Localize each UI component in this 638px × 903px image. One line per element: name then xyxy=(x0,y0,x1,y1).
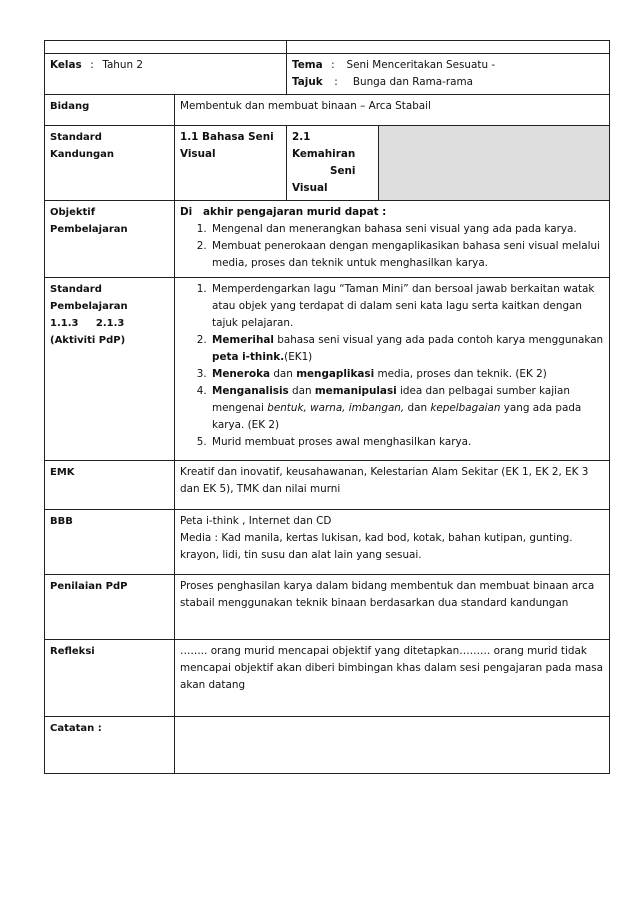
objektif-item: 1. Mengenal dan menerangkan bahasa seni visual yang ada pada karya. xyxy=(210,221,604,238)
tema-value: Seni Menceritakan Sesuatu - xyxy=(346,59,496,71)
refleksi-value: …….. orang murid mencapai objektif yang ditetapkan……… orang murid tidak mencapai objektif akan diberi bimbingan khas dalam sesi pengajaran pada masa akan datang xyxy=(175,640,610,717)
bbb-label: BBB xyxy=(45,510,175,575)
tema-separator: : xyxy=(331,59,335,71)
penilaian-value: Proses penghasilan karya dalam bidang membentuk dan membuat binaan arca stabail menggunakan teknik binaan berdasarkan dua standard kandungan xyxy=(175,575,610,640)
blank-cell-right xyxy=(287,41,610,54)
aktiviti-item-3 xyxy=(210,366,604,383)
kelas-separator: : xyxy=(90,59,94,71)
catatan-value xyxy=(175,717,610,774)
aktiviti-3-keyword-2: mengaplikasi xyxy=(296,368,375,380)
bidang-value: Membentuk dan membuat binaan – Arca Stabail xyxy=(175,95,610,126)
aktiviti-item-2 xyxy=(210,332,604,366)
penilaian-row xyxy=(45,575,610,640)
bidang-label: Bidang xyxy=(45,95,175,126)
bidang-row xyxy=(45,95,610,126)
refleksi-label: Refleksi xyxy=(45,640,175,717)
penilaian-label: Penilaian PdP xyxy=(45,575,175,640)
objektif-lead-di: Di xyxy=(180,206,193,218)
tajuk-separator: : xyxy=(334,76,338,88)
aktiviti-2-ek: (EK1) xyxy=(284,351,313,363)
aktiviti-3-keyword: Meneroka xyxy=(212,368,271,380)
objektif-row xyxy=(45,201,610,278)
aktiviti-2-keyword-2: peta i-think. xyxy=(212,351,285,363)
standard-kandungan-1: 1.1 Bahasa Seni Visual xyxy=(175,126,287,201)
bbb-content xyxy=(175,510,610,575)
aktiviti-4-italic-2: kepelbagaian xyxy=(430,402,501,414)
aktiviti-item-1: 1. Memperdengarkan lagu “Taman Mini” dan bersoal jawab berkaitan watak atau objek yang terdapat di dalam seni kata lagu serta kaitkan dengan tajuk pelajaran. xyxy=(210,281,604,332)
aktiviti-2-text: bahasa seni visual yang ada pada contoh karya menggunakan xyxy=(273,334,604,346)
sp-label-line-2: Pembelajaran xyxy=(50,301,128,312)
objektif-lead-rest: akhir pengajaran murid dapat : xyxy=(203,206,387,218)
blank-top-row xyxy=(45,41,610,54)
objektif-label-line-2: Pembelajaran xyxy=(50,224,128,235)
sp-label-line-1: Standard xyxy=(50,284,102,295)
standard-pembelajaran-row xyxy=(45,278,610,461)
aktiviti-4-italic: bentuk, warna, imbangan, xyxy=(267,402,405,414)
aktiviti-4-keyword-2: memanipulasi xyxy=(314,385,397,397)
refleksi-row xyxy=(45,640,610,717)
kelas-label: Kelas xyxy=(50,59,82,71)
sk2-line-2: Kemahiran xyxy=(292,148,356,160)
aktiviti-4-text-3: dan xyxy=(404,402,431,414)
bbb-row xyxy=(45,510,610,575)
standard-kandungan-row xyxy=(45,126,610,201)
bbb-line-1: Peta i-think , Internet dan CD xyxy=(180,515,332,527)
bbb-line-2: Media : Kad manila, kertas lukisan, kad bod, kotak, bahan kutipan, gunting. krayon, lidi, tin susu dan alat lain yang sesuai. xyxy=(180,532,573,561)
tajuk-value: Bunga dan Rama-rama xyxy=(352,76,474,88)
shaded-cell xyxy=(379,126,610,201)
aktiviti-item-5: 5. Murid membuat proses awal menghasilkan karya. xyxy=(210,434,604,451)
objektif-content xyxy=(175,201,610,278)
tajuk-line xyxy=(292,74,604,91)
objektif-label xyxy=(45,201,175,278)
aktiviti-3-text: dan xyxy=(270,368,297,380)
tajuk-label: Tajuk xyxy=(292,76,323,88)
emk-row xyxy=(45,461,610,510)
tema-line xyxy=(292,57,604,74)
sp-label-line-4: (Aktiviti PdP) xyxy=(50,335,126,346)
tema-label: Tema xyxy=(292,59,323,71)
header-row xyxy=(45,54,610,95)
sp-label-line-3: 1.1.3 2.1.3 xyxy=(50,318,125,329)
standard-pembelajaran-content xyxy=(175,278,610,461)
standard-kandungan-label: Standard Kandungan xyxy=(45,126,175,201)
tema-tajuk-cell xyxy=(287,54,610,95)
lesson-plan-table xyxy=(44,40,610,774)
emk-label: EMK xyxy=(45,461,175,510)
aktiviti-4-text-4: yang ada pada karya. (EK 2) xyxy=(212,402,582,431)
sk2-line-1: 2.1 xyxy=(292,131,311,143)
kelas-value: Tahun 2 xyxy=(102,59,143,71)
objektif-lead xyxy=(180,204,604,221)
catatan-label: Catatan : xyxy=(45,717,175,774)
emk-value: Kreatif dan inovatif, keusahawanan, Kelestarian Alam Sekitar (EK 1, EK 2, EK 3 dan EK 5), TMK dan nilai murni xyxy=(175,461,610,510)
objektif-list xyxy=(180,221,604,272)
objektif-item: 2. Membuat penerokaan dengan mengaplikasikan bahasa seni visual melalui media, proses dan teknik untuk menghasilkan karya. xyxy=(210,238,604,272)
sk2-line-3: Seni xyxy=(330,165,356,177)
aktiviti-4-keyword: Menganalisis xyxy=(212,385,289,397)
aktiviti-list xyxy=(180,281,604,451)
standard-pembelajaran-label xyxy=(45,278,175,461)
aktiviti-2-keyword: Memerihal xyxy=(212,334,274,346)
lesson-plan-sheet xyxy=(44,40,609,774)
blank-cell-left xyxy=(45,41,287,54)
standard-kandungan-2 xyxy=(287,126,379,201)
aktiviti-item-4 xyxy=(210,383,604,434)
aktiviti-4-text: dan xyxy=(288,385,315,397)
objektif-label-line-1: Objektif xyxy=(50,207,96,218)
kelas-cell xyxy=(45,54,287,95)
catatan-row xyxy=(45,717,610,774)
aktiviti-3-text-2: media, proses dan teknik. (EK 2) xyxy=(374,368,547,380)
sk2-line-4: Visual xyxy=(292,182,328,194)
aktiviti-4-text-2: idea dan pelbagai sumber kajian mengenai xyxy=(212,385,570,414)
